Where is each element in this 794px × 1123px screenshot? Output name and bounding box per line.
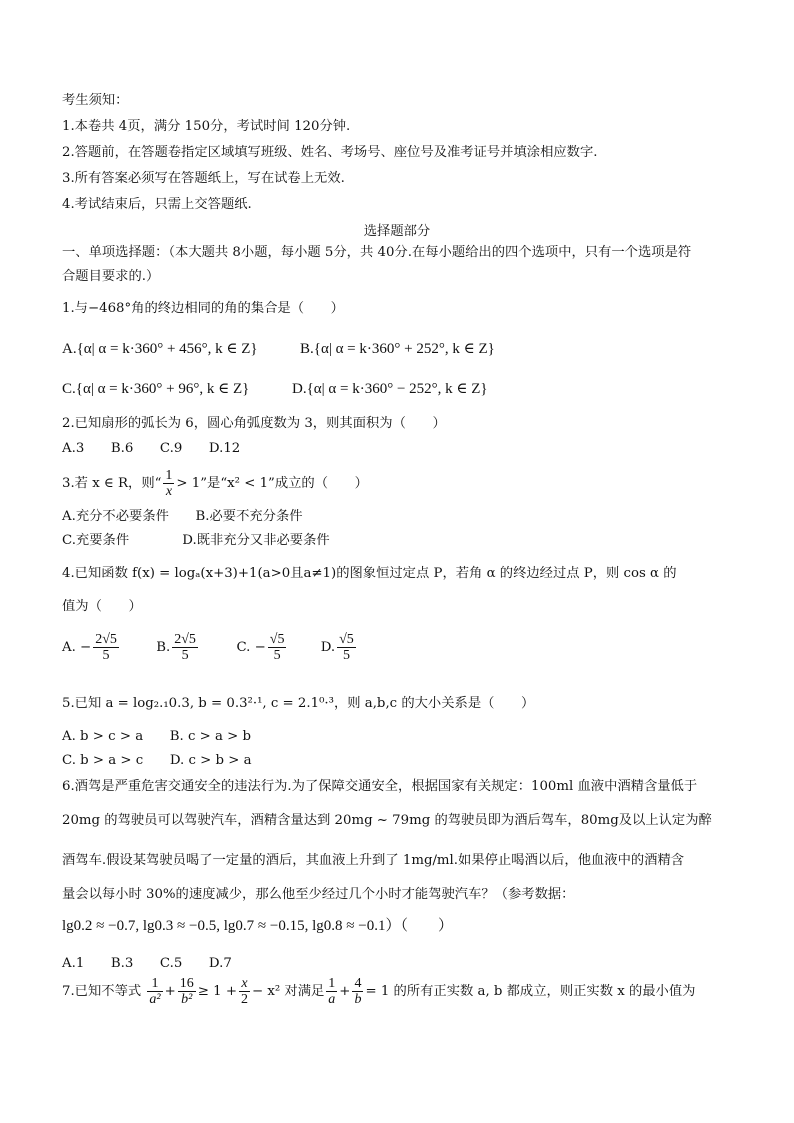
q3-frac-den: x: [163, 483, 174, 499]
q3-stem-pre: 3.若 x ∈ R，则“: [62, 476, 162, 491]
q3-frac-num: 1: [165, 468, 173, 483]
q7-frac5-den: b: [354, 992, 362, 1007]
q3-options-row2: C.充要条件 D.既非充分又非必要条件: [62, 533, 330, 548]
q4-option-d-num: √5: [339, 632, 354, 647]
q4-options: [62, 628, 358, 668]
q3-options-row1: A.充分不必要条件 B.必要不充分条件: [62, 509, 303, 524]
part1-instructions-line1: 一、单项选择题：（本大题共 8小题，每小题 5分，共 40分.在每小题给出的四个选项中，只有一个选项是符: [62, 245, 692, 260]
section-title: 选择题部分: [363, 224, 431, 239]
q7-mid1: ≥ 1 +: [197, 984, 237, 999]
q4-option-b-label: B.: [156, 640, 171, 655]
q4-option-b-den: 5: [172, 647, 198, 663]
q7-frac3-den: 2: [240, 992, 248, 1007]
q4-option-c-label: C. −: [236, 640, 266, 655]
q4-option-c-den: 5: [268, 647, 287, 663]
q6-stem-line2: 20mg 的驾驶员可以驾驶汽车，酒精含量达到 20mg ~ 79mg 的驾驶员即为酒后驾车，80mg及以上认定为醉: [62, 813, 712, 828]
q7-stem-pre: 7.已知不等式: [62, 984, 142, 999]
q3-fraction: [163, 468, 174, 499]
q1-option-a: A.{α| α = k·360° + 456°, k ∈ Z}: [62, 341, 258, 357]
notice-item-3: 3.所有答案必须写在答题纸上，写在试卷上无效.: [62, 171, 345, 186]
q1-stem: 1.与−468°角的终边相同的角的集合是（ ）: [62, 301, 344, 316]
q7-frac1-den: a²: [149, 992, 161, 1007]
q7-frac1-num: 1: [151, 976, 159, 991]
q1-option-b: B.{α| α = k·360° + 252°, k ∈ Z}: [300, 341, 495, 357]
q7-frac3-num: x: [241, 976, 248, 991]
q4-option-b-num: 2√5: [174, 632, 196, 647]
q7-frac2-num: 16: [179, 976, 194, 991]
q7-stem-post: = 1 的所有正实数 a, b 都成立，则正实数 x 的最小值为: [365, 984, 696, 999]
q7-stem: [62, 970, 695, 1014]
q7-plus2: +: [339, 984, 351, 999]
q4-option-d-label: D.: [320, 640, 336, 655]
q4-option-a-den: 5: [93, 647, 119, 663]
q3-stem: [62, 464, 368, 504]
q1-option-d: D.{α| α = k·360° − 252°, k ∈ Z}: [292, 381, 488, 397]
q6-stem-line1: 6.酒驾是严重危害交通安全的违法行为.为了保障交通安全，根据国家有关规定：100ml 血液中酒精含量低于: [62, 779, 698, 794]
q4-option-a-num: 2√5: [95, 632, 117, 647]
part1-instructions-line2: 合题目要求的.）: [62, 269, 160, 284]
q4-stem-line2: 值为（ ）: [62, 599, 142, 614]
q6-stem-line3: 酒驾车.假设某驾驶员喝了一定量的酒后，其血液上升到了 1mg/ml.如果停止喝酒以后，他血液中的酒精含: [62, 853, 685, 868]
notice-title: 考生须知：: [62, 93, 129, 108]
q7-frac2-den: b²: [178, 991, 196, 1007]
q7-mid2: − x² 对满足: [251, 984, 325, 999]
q4-stem-line1: 4.已知函数 f(x) = logₐ(x+3)+1(a>0且a≠1)的图象恒过定点 P，若角 α 的终边经过点 P，则 cos α 的: [62, 566, 677, 581]
q7-frac4-den: a: [328, 992, 336, 1007]
q7-plus1: +: [164, 984, 176, 999]
q4-option-a-label: A. −: [62, 640, 92, 655]
notice-item-1: 1.本卷共 4页，满分 150分，考试时间 120分钟.: [62, 119, 351, 134]
q5-options-row2: C. b > a > c D. c > b > a: [62, 753, 252, 768]
q6-stem-line4: 量会以每小时 30%的速度减少，那么他至少经过几个小时才能驾驶汽车？（参考数据：: [62, 887, 575, 902]
q5-options-row1: A. b > c > a B. c > a > b: [62, 729, 252, 744]
q4-option-c-num: √5: [269, 632, 285, 647]
q2-options: A.3 B.6 C.9 D.12: [62, 441, 241, 456]
q4-option-b: [156, 628, 232, 668]
q7-frac4-num: 1: [328, 976, 336, 991]
q6-reference-data: lg0.2 ≈ −0.7, lg0.3 ≈ −0.5, lg0.7 ≈ −0.15, lg0.8 ≈ −0.1）（ ）: [62, 918, 453, 934]
q5-stem: 5.已知 a = log₂.₁0.3, b = 0.3²·¹, c = 2.1⁰·³，则 a,b,c 的大小关系是（ ）: [62, 696, 535, 711]
q1-option-c: C.{α| α = k·360° + 96°, k ∈ Z}: [62, 381, 250, 397]
q2-stem: 2.已知扇形的弧长为 6，圆心角弧度数为 3，则其面积为（ ）: [62, 416, 446, 431]
q4-option-d-den: 5: [337, 647, 356, 663]
q4-option-a: [62, 628, 152, 668]
q4-option-c: [236, 628, 316, 668]
q3-stem-post: > 1”是“x² < 1”成立的（ ）: [176, 476, 368, 491]
notice-item-2: 2.答题前，在答题卷指定区域填写班级、姓名、考场号、座位号及准考证号并填涂相应数字.: [62, 145, 598, 160]
q7-frac5-num: 4: [354, 976, 362, 991]
q6-options: A.1 B.3 C.5 D.7: [62, 956, 232, 971]
notice-item-4: 4.考试结束后，只需上交答题纸.: [62, 197, 252, 212]
q4-option-d: [321, 628, 358, 668]
